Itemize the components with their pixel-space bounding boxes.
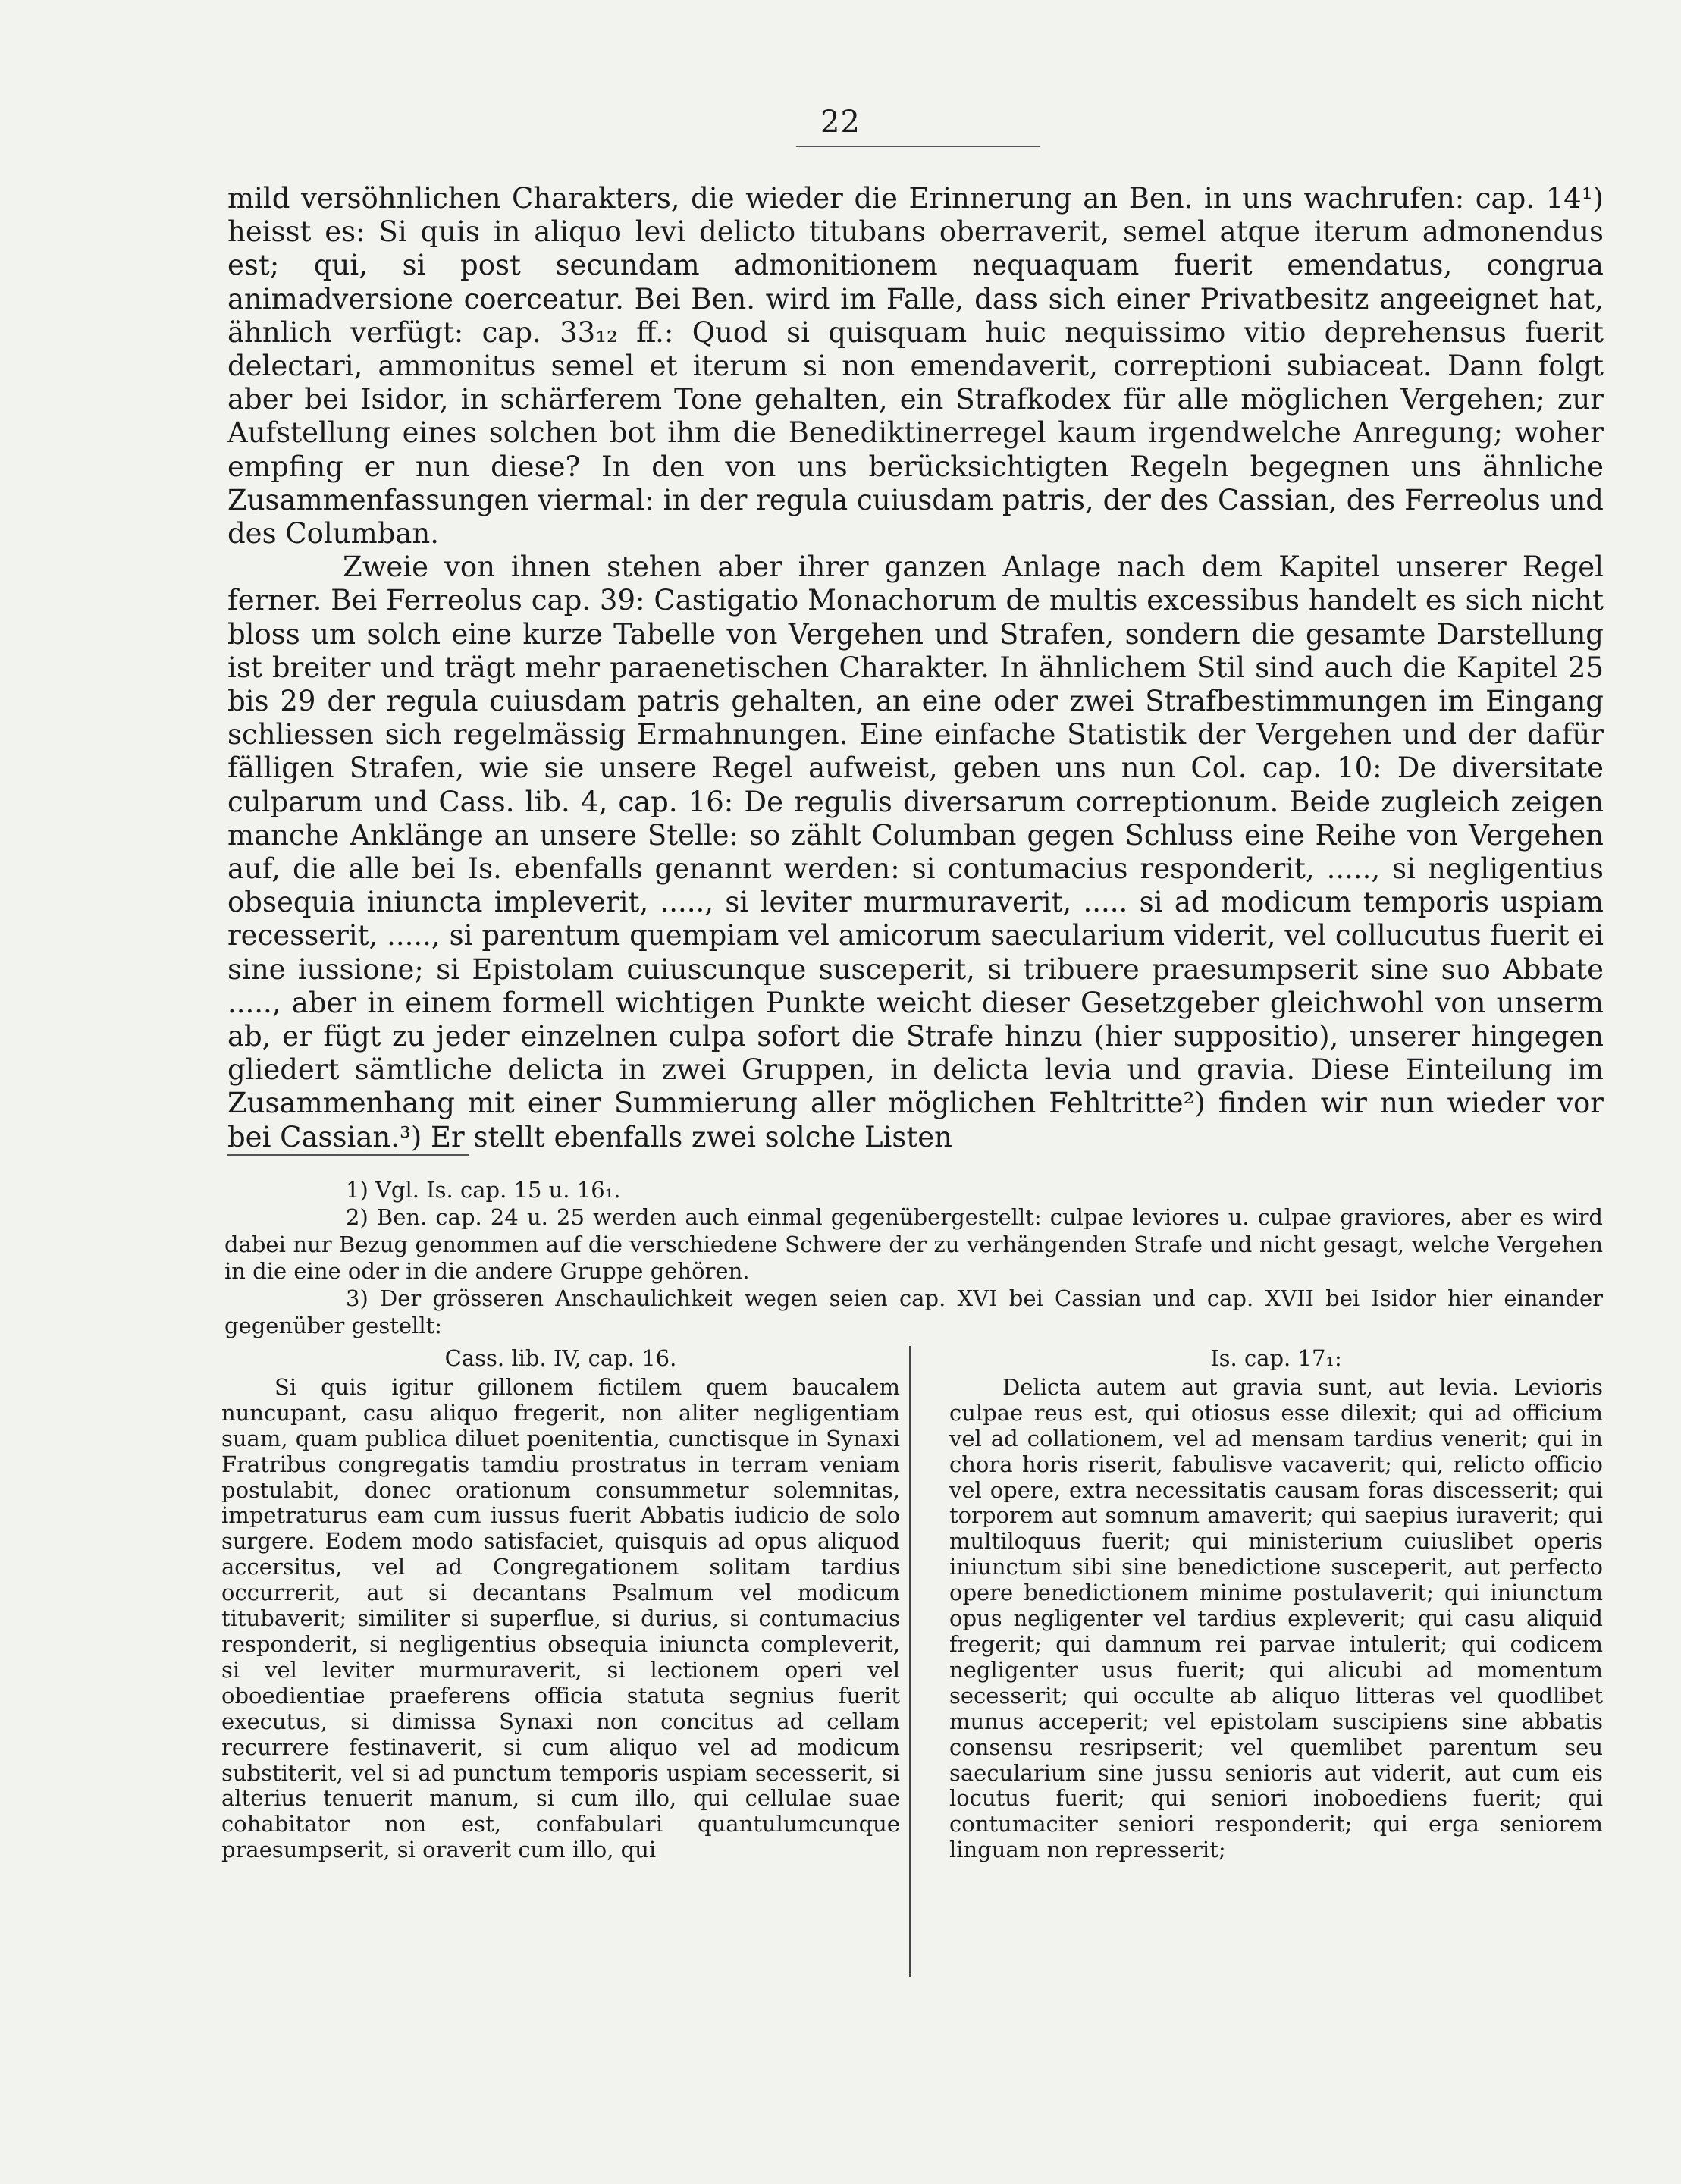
footnote-rule: [227, 1154, 469, 1156]
right-column: [949, 1346, 1603, 1863]
footnote: 1) Vgl. Is. cap. 15 u. 16₁.: [346, 1177, 621, 1203]
right-column-heading: Is. cap. 17₁:: [1210, 1345, 1342, 1371]
left-column-heading: Cass. lib. IV, cap. 16.: [444, 1345, 677, 1371]
left-column: [221, 1346, 900, 1863]
body-text: [227, 182, 1604, 1154]
parallel-columns: [221, 1346, 1603, 1979]
page-number: 22: [820, 105, 861, 140]
footnote: 3) Der grösseren Anschaulichkeit wegen seien cap. XVI bei Cassian und cap. XVII bei Isidor hier einander gegenüber gestellt:: [224, 1285, 1603, 1338]
left-column-text: Si quis igitur gillonem fictilem quem baucalem nuncupant, casu aliquo fregerit, non aliter negligentiam suam, quam publica diluet poenitentia, cunctisque in Synaxi Fratribus congregatis tamdiu prostratus in terram veniam postulabit, donec orationum consummetur solemnitas, impetraturus eam cum iussus fuerit Abbatis iudicio de solo surgere. Eodem modo satisfaciet, quisquis ad opus aliquod accersitus, vel ad Congregationem solitam tardius occurrerit, aut si decantans Psalmum vel modicum titubaverit; similiter si superflue, si durius, si contumacius responderit, si negligentius obsequia iniuncta compleverit, si vel leviter murmuraverit, si lectionem operi vel oboedientiae praeferens officia statuta segnius fuerit executus, si dimissa Synaxi non concitus ad cellam recurrere festinaverit, si cum aliquo vel ad modicum substiterit, vel si ad punctum temporis uspiam secesserit, si alterius tenuerit manum, si cum illo, qui cellulae suae cohabitator non est, confabulari quantulumcunque praesumpserit, si oraverit cum illo, qui: [221, 1373, 900, 1863]
page-number-rule: [796, 146, 1040, 147]
column-divider: [909, 1346, 911, 1977]
footnotes: [224, 1177, 1603, 1340]
footnote: 2) Ben. cap. 24 u. 25 werden auch einmal gegenübergestellt: culpae leviores u. culpae graviores, aber es wird dabei nur Bezug genommen auf die verschiedene Schwere der zu verhängenden Strafe und nicht gesagt, welche Vergehen in die eine oder in die andere Gruppe gehören.: [224, 1203, 1603, 1285]
paragraph: Zweie von ihnen stehen aber ihrer ganzen Anlage nach dem Kapitel unserer Regel ferner. Bei Ferreolus cap. 39: Castigatio Monachorum de multis excessibus handelt es sich nicht bloss um solch eine kurze Tabelle von Vergehen und Strafen, sondern die gesamte Darstellung ist breiter und trägt mehr paraenetischen Charakter. In ähnlichem Stil sind auch die Kapitel 25 bis 29 der regula cuiusdam patris gehalten, an eine oder zwei Strafbestimmungen im Eingang schliessen sich regelmässig Ermahnungen. Eine einfache Statistik der Vergehen und der dafür fälligen Strafen, wie sie unsere Regel aufweist, geben uns nun Col. cap. 10: De diversitate culparum und Cass. lib. 4, cap. 16: De regulis diversarum correptionum. Beide zugleich zeigen manche Anklänge an unsere Stelle: so zählt Columban gegen Schluss eine Reihe von Vergehen auf, die alle bei Is. ebenfalls genannt werden: si contumacius responderit, ....., si negligentius obsequia iniuncta impleverit, ....., si leviter murmuraverit, ..... si ad modicum temporis uspiam recesserit, ....., si parentum quempiam vel amicorum saecularium viderit, vel collucutus fuerit ei sine iussione; si Epistolam cuiuscunque susceperit, si tribuere praesumpserit sine suo Abbate ....., aber in einem formell wichtigen Punkte weicht dieser Gesetzgeber gleichwohl von unserm ab, er fügt zu jeder einzelnen culpa sofort die Strafe hinzu (hier suppositio), unserer hingegen gliedert sämtliche delicta in zwei Gruppen, in delicta levia und gravia. Diese Einteilung im Zusammenhang mit einer Summierung aller möglichen Fehltritte²) finden wir nun wieder vor bei Cassian.³) Er stellt ebenfalls zwei solche Listen: [227, 551, 1604, 1153]
paragraph: mild versöhnlichen Charakters, die wieder die Erinnerung an Ben. in uns wachrufen: cap. 14¹) heisst es: Si quis in aliquo levi delicto titubans oberraverit, semel atque iterum admonendus est; qui, si post secundam admonitionem nequaquam fuerit emendatus, congrua animadversione coerceatur. Bei Ben. wird im Falle, dass sich einer Privatbesitz angeeignet hat, ähnlich verfügt: cap. 33₁₂ ff.: Quod si quisquam huic nequissimo vitio deprehensus fuerit delectari, ammonitus semel et iterum si non emendaverit, correptioni subiaceat. Dann folgt aber bei Isidor, in schärferem Tone gehalten, ein Strafkodex für alle möglichen Vergehen; zur Aufstellung eines solchen bot ihm die Benediktinerregel kaum irgendwelche Anregung; woher empfing er nun diese? In den von uns berücksichtigten Regeln begegnen uns ähnliche Zusammenfassungen viermal: in der regula cuiusdam patris, der des Cassian, des Ferreolus und des Columban.: [227, 182, 1604, 551]
right-column-text: Delicta autem aut gravia sunt, aut levia. Levioris culpae reus est, qui otiosus esse dilexit; qui ad officium vel ad collationem, vel ad mensam tardius venerit; qui in chora horis riserit, fabulisve vacaverit; qui, relicto officio vel opere, extra necessitatis causam foras discesserit; qui torporem aut somnum amaverit; qui saepius iuraverit; qui multiloquus fuerit; qui ministerium cuiuslibet operis iniunctum sibi sine benedictione susceperit, aut perfecto opere benedictionem minime postulaverit; qui iniunctum opus negligenter vel tardius expleverit; qui casu aliquid fregerit; qui damnum rei parvae intulerit; qui codicem negligenter usus fuerit; qui alicubi ad momentum secesserit; qui occulte ab aliquo litteras vel quodlibet munus acceperit; vel epistolam suscipiens sine abbatis consensu resripserit; vel quemlibet parentum seu saecularium sine jussu senioris aut viderit, aut cum eis locutus fuerit; qui seniori inoboediens fuerit; qui contumaciter seniori responderit; qui erga seniorem linguam non represserit;: [949, 1373, 1603, 1863]
